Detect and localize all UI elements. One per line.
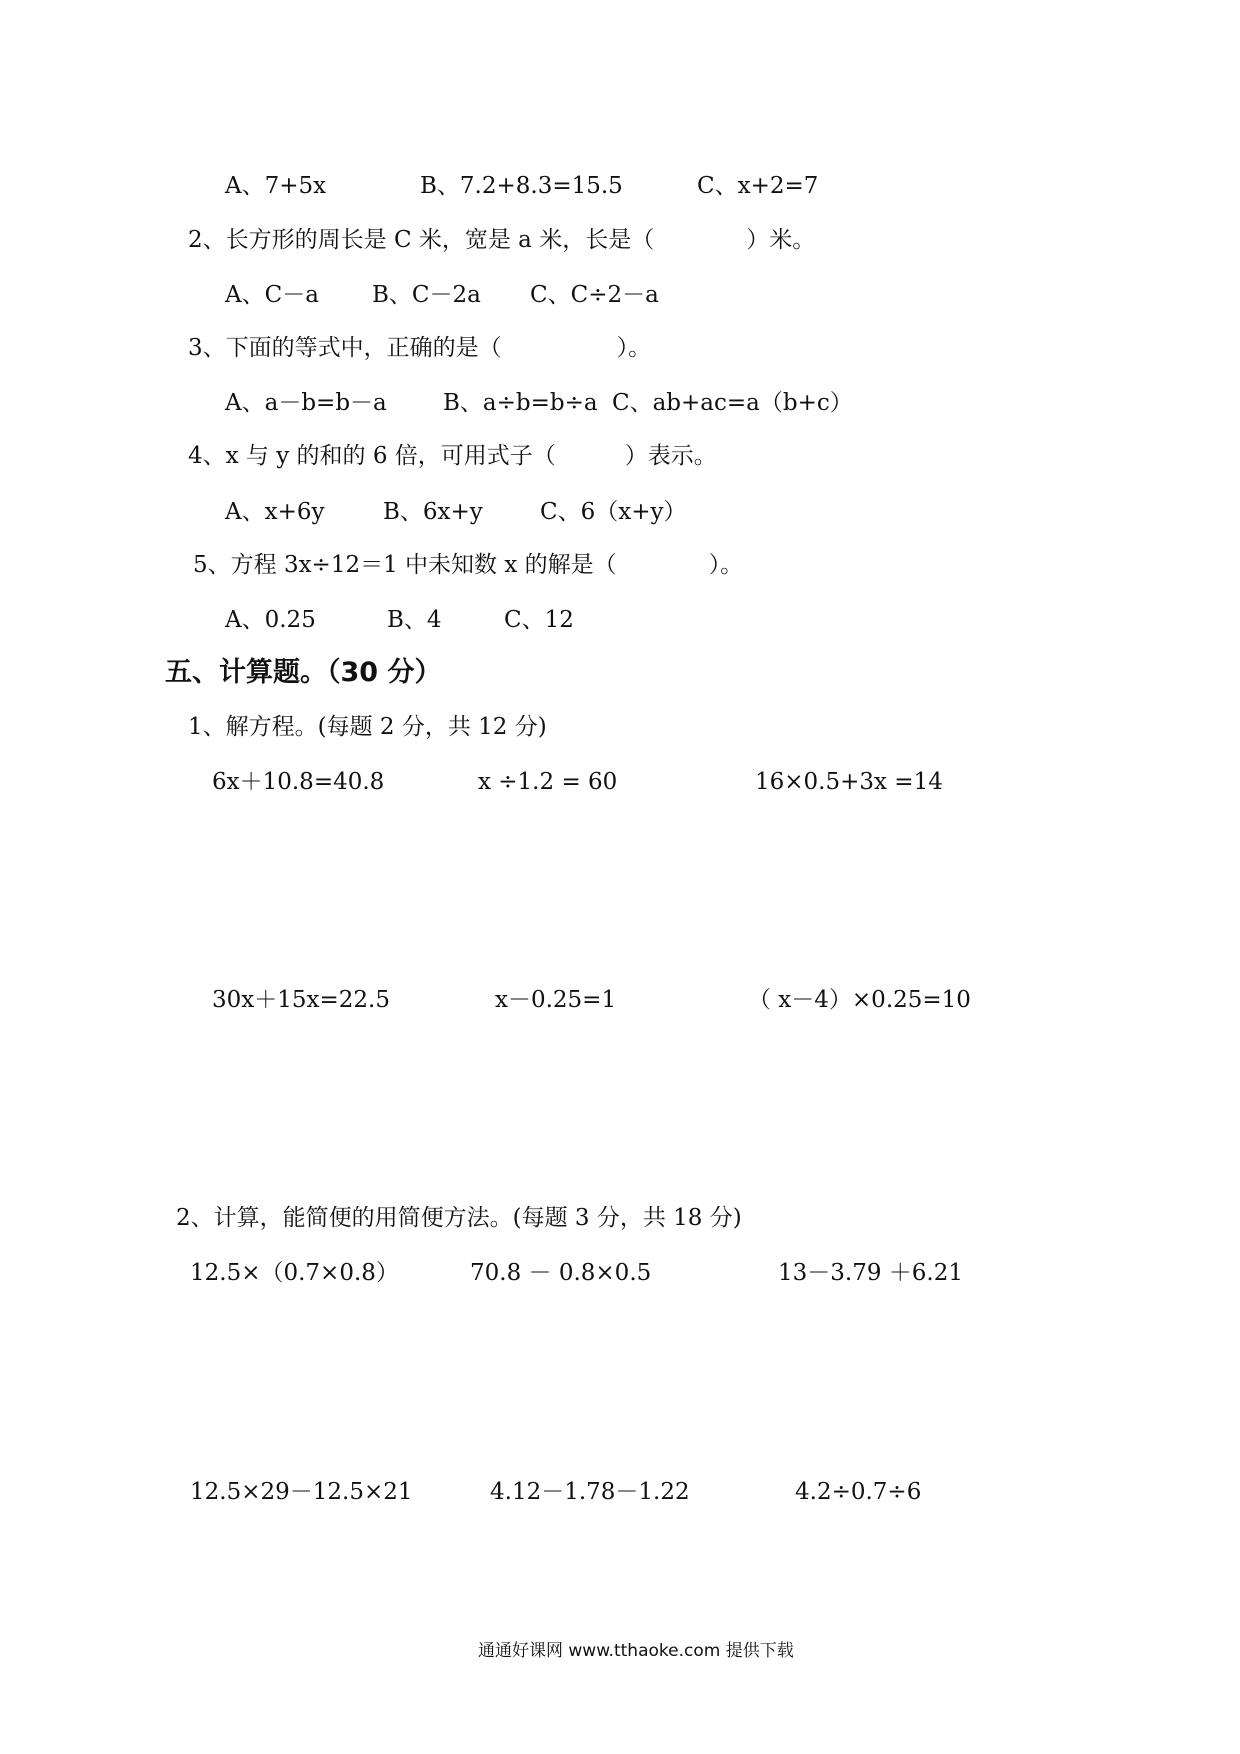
q1-option-c: C、x+2=7 <box>697 173 819 199</box>
q1-option-a: A、7+5x <box>225 173 327 199</box>
q3-stem: 3、下面的等式中，正确的是（ ）。 <box>188 335 652 361</box>
part1-title: 1、解方程。(每题 2 分，共 12 分) <box>188 714 547 740</box>
equation-5: x－0.25=1 <box>495 987 617 1013</box>
q2-option-a: A、C－a <box>225 282 319 308</box>
q3-option-b: B、a÷b=b÷a <box>443 390 598 416</box>
calc-6: 4.2÷0.7÷6 <box>795 1479 922 1505</box>
q5-option-b: B、4 <box>387 607 442 633</box>
q5-stem: 5、方程 3x÷12＝1 中未知数 x 的解是（ ）。 <box>193 552 744 578</box>
part2-title: 2、计算，能简便的用简便方法。(每题 3 分，共 18 分) <box>176 1205 742 1231</box>
q4-option-a: A、x+6y <box>225 499 325 525</box>
q1-option-b: B、7.2+8.3=15.5 <box>420 173 623 199</box>
q4-option-b: B、6x+y <box>383 499 483 525</box>
equation-2: x ÷1.2 = 60 <box>478 769 618 795</box>
calc-3: 13－3.79 ＋6.21 <box>778 1260 963 1286</box>
calc-2: 70.8 － 0.8×0.5 <box>470 1260 652 1286</box>
calc-4: 12.5×29－12.5×21 <box>190 1479 413 1505</box>
equation-4: 30x＋15x=22.5 <box>212 987 390 1013</box>
q4-stem: 4、x 与 y 的和的 6 倍，可用式子（ ）表示。 <box>188 443 717 469</box>
calc-1: 12.5×（0.7×0.8） <box>190 1260 399 1286</box>
q3-option-c: C、ab+ac=a（b+c） <box>612 390 853 416</box>
q3-option-a: A、a－b=b－a <box>225 390 387 416</box>
footer-source: 通通好课网 www.tthaoke.com 提供下载 <box>478 1641 794 1661</box>
q2-stem: 2、长方形的周长是 C 米，宽是 a 米，长是（ ）米。 <box>188 227 816 253</box>
q5-option-c: C、12 <box>504 607 574 633</box>
equation-6: （ x－4）×0.25=10 <box>748 987 971 1013</box>
q4-option-c: C、6（x+y） <box>540 499 687 525</box>
q5-option-a: A、0.25 <box>225 607 316 633</box>
section-heading: 五、计算题。（30 分） <box>165 657 442 688</box>
calc-5: 4.12－1.78－1.22 <box>490 1479 690 1505</box>
q2-option-c: C、C÷2－a <box>530 282 659 308</box>
equation-1: 6x＋10.8=40.8 <box>212 769 385 795</box>
equation-3: 16×0.5+3x =14 <box>755 769 943 795</box>
q2-option-b: B、C－2a <box>372 282 481 308</box>
